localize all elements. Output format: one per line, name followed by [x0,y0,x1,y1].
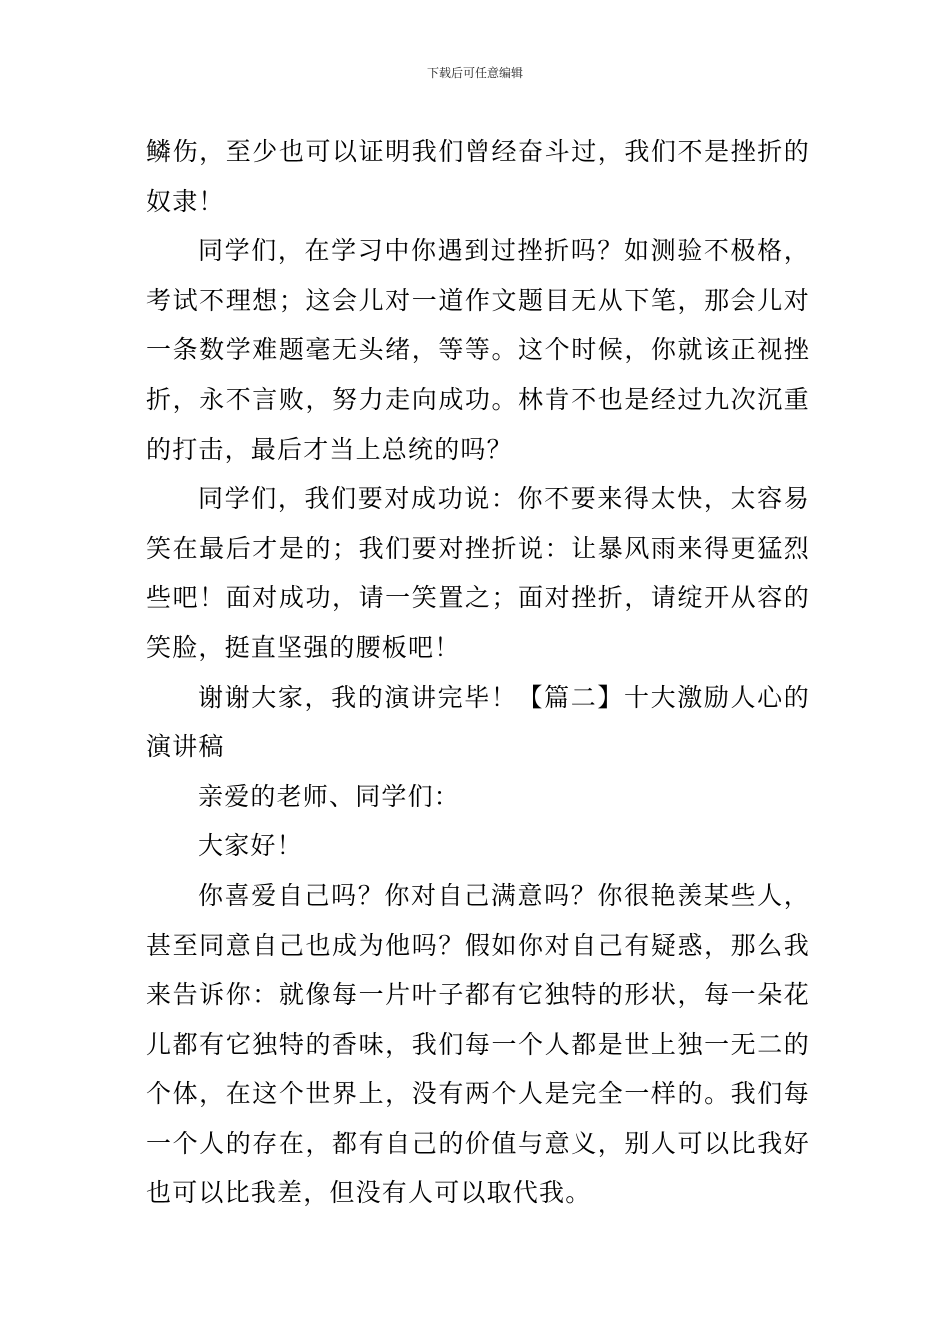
paragraph-6-greeting: 大家好！ [198,831,303,861]
paragraph-1: 鳞伤，至少也可以证明我们曾经奋斗过，我们不是挫折的奴隶！ [146,137,810,216]
document-body [146,127,810,1218]
paragraph-4: 谢谢大家，我的演讲完毕！【篇二】十大激励人心的演讲稿 [146,682,810,762]
page-header-note: 下载后可任意编辑 [426,66,523,80]
paragraph-7: 你喜爱自己吗？你对自己满意吗？你很艳羡某些人，甚至同意自己也成为他吗？假如你对自己有疑惑，那么我来告诉你：就像每一片叶子都有它独特的形状，每一朵花儿都有它独特的香味，我们每一个人都是世上独一无二的个体，在这个世界上，没有两个人是完全一样的。我们每一个人的存在，都有自己的价值与意义，别人可以比我好也可以比我差，但没有人可以取代我。 [146,880,810,1208]
paragraph-5-salutation: 亲爱的老师、同学们： [198,781,461,811]
paragraph-3: 同学们，我们要对成功说：你不要来得太快，太容易笑在最后才是的；我们要对挫折说：让暴风雨来得更猛烈些吧！面对成功，请一笑置之；面对挫折，请绽开从容的笑脸，挺直坚强的腰板吧！ [146,484,810,662]
paragraph-2: 同学们，在学习中你遇到过挫折吗？如测验不极格，考试不理想；这会儿对一道作文题目无从下笔，那会儿对一条数学难题毫无头绪，等等。这个时候，你就该正视挫折，永不言败，努力走向成功。林肯不也是经过九次沉重的打击，最后才当上总统的吗？ [146,236,810,464]
